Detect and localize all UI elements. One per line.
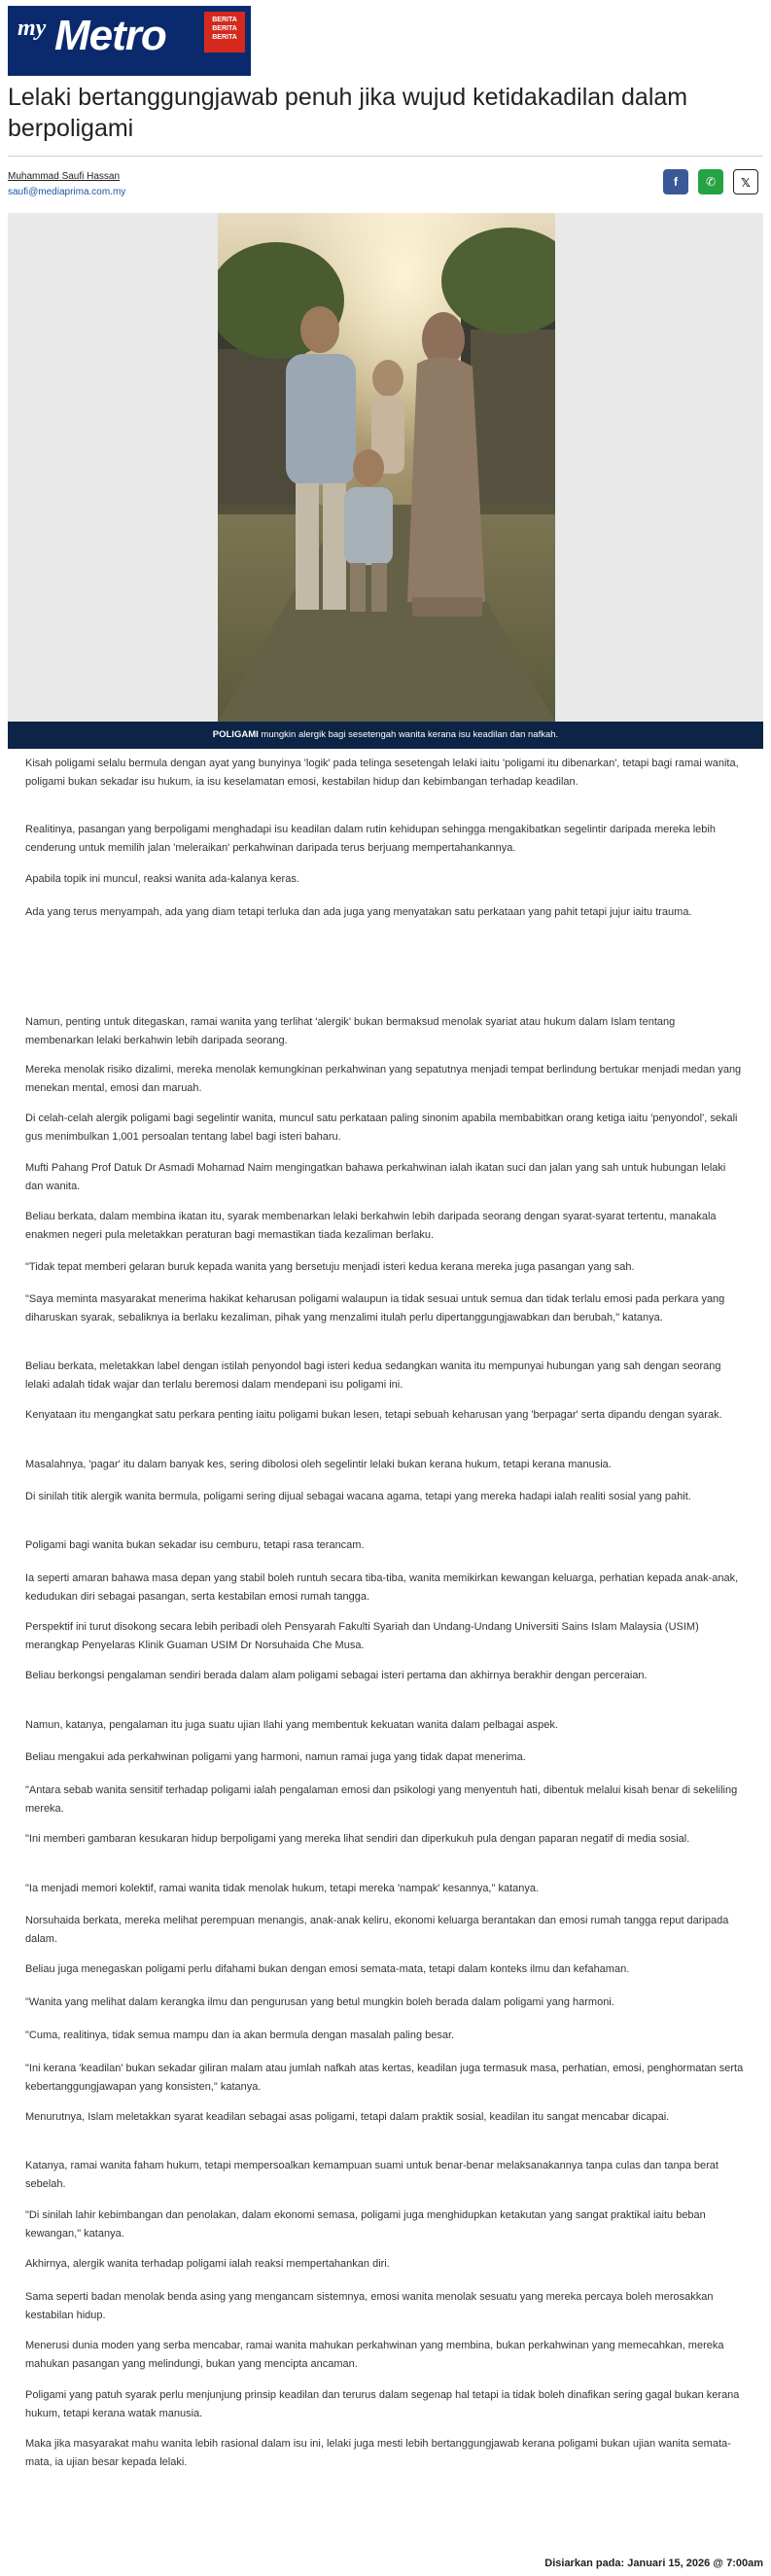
article-paragraph: Menurutnya, Islam meletakkan syarat keadilan sebagai asas poligami, tetapi dalam praktik sosial, keadilan itu sangat mencabar dicapai.: [25, 2111, 670, 2123]
article-paragraph: Menerusi dunia moden yang serba mencabar, ramai wanita mahukan perkahwinan yang membina, bukan perkahwinan yang memecahkan, mereka mahukan pasangan yang melindungi, bukan yang mencipta ancaman.: [25, 2340, 724, 2370]
article-paragraph: Poligami yang patuh syarak perlu menjunjung prinsip keadilan dan terurus dalam segenap hal tetapi ia tidak boleh dinafikan sering gagal bukan kerana hukum, tetapi kerana watak manusia.: [25, 2389, 740, 2419]
logo-metro-text: Metro: [54, 12, 166, 59]
article-paragraph: "Di sinilah lahir kebimbangan dan penolakan, dalam ekonomi semasa, poligami juga menghidupkan ketakutan yang sangat praktikal iaitu beban kewangan," katanya.: [25, 2209, 706, 2240]
photo-caption: [8, 722, 763, 749]
article-paragraph: Di celah-celah alergik poligami bagi segelintir wanita, muncul satu perkataan paling sinonim apabila membabitkan orang ketiga iaitu 'penyondol', sekali gus menimbulkan 1,001 persoalan tentang label bagi isteri baharu.: [25, 1112, 738, 1143]
article-paragraph: Kisah poligami selalu bermula dengan ayat yang bunyinya 'logik' pada telinga sesetengah lelaki iaitu 'poligami itu dibenarkan', tetapi bagi ramai wanita, poligami bukan sekadar isu hukum, ia isu keselamatan emosi, kestabilan hidup dan kebimbangan terhadap keadilan.: [25, 758, 739, 788]
author-email[interactable]: saufi@mediaprima.com.my: [8, 187, 126, 197]
article-paragraph: Namun, penting untuk ditegaskan, ramai wanita yang terlihat 'alergik' bukan bermaksud menolak syariat atau hukum dalam Islam tentang membenarkan lelaki berkahwin lebih daripada seorang.: [25, 1016, 676, 1046]
article-paragraph: "Ia menjadi memori kolektif, ramai wanita tidak menolak hukum, tetapi mereka 'nampak' kesannya," katanya.: [25, 1883, 540, 1894]
article-paragraph: Poligami bagi wanita bukan sekadar isu cemburu, tetapi rasa terancam.: [25, 1539, 365, 1551]
article-paragraph: "Antara sebab wanita sensitif terhadap poligami ialah pengalaman emosi dan psikologi yang menyentuh hati, dibentuk melalui kisah benar di sekeliling mereka.: [25, 1784, 738, 1815]
caption-bold: POLIGAMI: [212, 729, 259, 740]
article-paragraph: Maka jika masyarakat mahu wanita lebih rasional dalam isu ini, lelaki juga mesti lebih bertanggungjawab kerana poligami bukan ujian wanita semata-mata, ia ujian besar kepada lelaki.: [25, 2438, 731, 2468]
article-paragraph: "Wanita yang melihat dalam kerangka ilmu dan pengurusan yang betul mungkin boleh berada dalam poligami yang harmoni.: [25, 1996, 614, 2008]
site-logo[interactable]: [8, 6, 251, 76]
share-x-button[interactable]: [733, 169, 758, 194]
whatsapp-icon: ✆: [705, 175, 717, 189]
family-photo-illustration: [218, 213, 555, 722]
article-paragraph: Beliau berkata, meletakkan label dengan istilah penyondol bagi isteri kedua sedangkan wanita itu mempunyai hubungan yang sah dengan seorang lelaki adalah tidak wajar dan terlalu beremosi dalam mendepani isu poligami ini.: [25, 1360, 721, 1391]
article-paragraph: Ada yang terus menyampah, ada yang diam tetapi terluka dan ada juga yang menyatakan satu perkataan yang pahit tetapi jujur iaitu trauma.: [25, 906, 692, 918]
article-paragraph: Perspektif ini turut disokong secara lebih peribadi oleh Pensyarah Fakulti Syariah dan Undang-Undang Universiti Sains Islam Malaysia (USIM) merangkap Penyelaras Klinik Guaman USIM Dr Norsuhaida Che Musa.: [25, 1621, 699, 1651]
share-whatsapp-button[interactable]: [698, 169, 723, 194]
article-paragraph: "Ini memberi gambaran kesukaran hidup berpoligami yang mereka lihat sendiri dan diperkukuh pula dengan paparan negatif di media sosial.: [25, 1833, 690, 1845]
article-paragraph: "Saya meminta masyarakat menerima hakikat keharusan poligami walaupun ia tidak sesuai untuk semua dan tidak terlalu emosi pada perkara yang diharuskan syarak, sebaliknya ia berlaku kezaliman, pihak yang menzalimi itulah perlu dipertanggungjawabkan dan berubah," katanya.: [25, 1293, 725, 1323]
share-facebook-button[interactable]: [663, 169, 688, 194]
article-paragraph: Beliau mengakui ada perkahwinan poligami yang harmoni, namun ramai juga yang tidak dapat menerima.: [25, 1751, 526, 1763]
article-paragraph: Mufti Pahang Prof Datuk Dr Asmadi Mohamad Naim mengingatkan bahawa perkahwinan ialah ikatan suci dan jalan yang sah untuk hubungan lelaki dan wanita.: [25, 1162, 726, 1192]
article-title: Lelaki bertanggungjawab penuh jika wujud ketidakadilan dalam berpoligami: [8, 84, 688, 142]
article-paragraph: Kenyataan itu mengangkat satu perkara penting iaitu poligami bukan lesen, tetapi sebuah keharusan yang 'berpagar' serta dipandu dengan syarak.: [25, 1409, 722, 1421]
publish-date: Disiarkan pada: Januari 15, 2026 @ 7:00am: [544, 2558, 763, 2569]
x-icon: 𝕏: [741, 176, 751, 190]
caption-text: mungkin alergik bagi sesetengah wanita kerana isu keadilan dan nafkah.: [258, 729, 559, 740]
article-paragraph: Akhirnya, alergik wanita terhadap poligami ialah reaksi mempertahankan diri.: [25, 2258, 390, 2270]
facebook-icon: f: [674, 175, 678, 189]
author-name[interactable]: Muhammad Saufi Hassan: [8, 171, 121, 182]
article-paragraph: Realitinya, pasangan yang berpoligami menghadapi isu keadilan dalam rutin kehidupan sehingga mengakibatkan segelintir daripada mereka lebih cenderung untuk memilih jalan 'meleraikan' perkahwinan daripada terus berjuang mempertahankannya.: [25, 824, 716, 854]
article-image-container: [8, 213, 763, 722]
article-photo: [218, 213, 555, 722]
article-paragraph: Beliau juga menegaskan poligami perlu difahami bukan dengan emosi semata-mata, tetapi dalam konteks ilmu dan kefahaman.: [25, 1963, 630, 1975]
article-paragraph: Masalahnya, 'pagar' itu dalam banyak kes, sering dibolosi oleh segelintir lelaki bukan kerana hukum, tetapi kerana manusia.: [25, 1459, 612, 1470]
article-paragraph: Norsuhaida berkata, mereka melihat perempuan menangis, anak-anak keliru, ekonomi keluarga berantakan dan emosi rumah tangga reput daripada dalam.: [25, 1915, 729, 1945]
article-paragraph: Beliau berkata, dalam membina ikatan itu, syarak membenarkan lelaki berkahwin lebih daripada seorang dengan syarat-syarat tertentu, manakala enakmen negeri pula meletakkan peraturan bagi memastikan tiada kezaliman berlaku.: [25, 1211, 717, 1241]
article-paragraph: "Ini kerana 'keadilan' bukan sekadar giliran malam atau jumlah nafkah atas kertas, keadilan juga termasuk masa, perhatian, emosi, penghormatan serta kebertanggungjawapan yang konsisten," katanya.: [25, 2063, 744, 2093]
article-paragraph: Ia seperti amaran bahawa masa depan yang stabil boleh runtuh secara tiba-tiba, wanita memikirkan kewangan keluarga, perhatian kepada anak-anak, kedudukan diri sebagai pasangan, serta kestabilan emosi rumah tangga.: [25, 1572, 739, 1603]
article-paragraph: Sama seperti badan menolak benda asing yang mengancam sistemnya, emosi wanita menolak sesuatu yang mereka percaya boleh merosakkan kestabilan hidup.: [25, 2291, 714, 2321]
article-paragraph: Di sinilah titik alergik wanita bermula, poligami sering dijual sebagai wacana agama, tetapi yang mereka hadapi ialah realiti sosial yang pahit.: [25, 1491, 691, 1502]
logo-my-text: my: [18, 16, 47, 41]
header-divider: [8, 156, 763, 157]
article-paragraph: "Tidak tepat memberi gelaran buruk kepada wanita yang bersetuju menjadi isteri kedua kerana mereka juga pasangan yang sah.: [25, 1261, 635, 1273]
logo-badge: BERITA BERITA BERITA: [204, 12, 245, 53]
article-paragraph: Apabila topik ini muncul, reaksi wanita ada-kalanya keras.: [25, 873, 299, 885]
article-paragraph: Beliau berkongsi pengalaman sendiri berada dalam alam poligami sebagai isteri pertama dan akhirnya berakhir dengan perceraian.: [25, 1670, 648, 1681]
article-paragraph: Mereka menolak risiko dizalimi, mereka menolak kemungkinan perkahwinan yang sepatutnya menjadi tempat berlindung bertukar menjadi medan yang menekan mental, emosi dan maruah.: [25, 1064, 742, 1094]
article-paragraph: Katanya, ramai wanita faham hukum, tetapi mempersoalkan kemampuan suami untuk benar-benar melaksanakannya tanpa culas dan tanpa berat sebelah.: [25, 2160, 718, 2190]
article-paragraph: "Cuma, realitinya, tidak semua mampu dan ia akan bermula dengan masalah paling besar.: [25, 2029, 455, 2041]
article-paragraph: Namun, katanya, pengalaman itu juga suatu ujian Ilahi yang membentuk kekuatan wanita dalam pelbagai aspek.: [25, 1719, 558, 1731]
